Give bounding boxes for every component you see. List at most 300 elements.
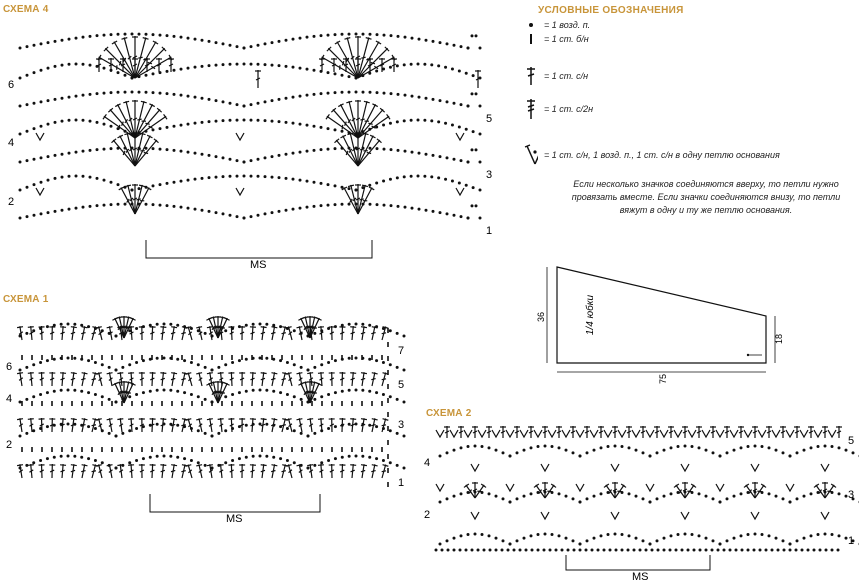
chain-dot xyxy=(361,455,364,458)
chain-dot xyxy=(775,537,778,540)
dc-stitch xyxy=(249,418,256,432)
chain-dot xyxy=(417,63,420,66)
dc-stitch xyxy=(185,418,195,433)
scheme4-repeat-label: MS xyxy=(250,259,267,271)
chain-dot xyxy=(418,152,421,155)
chain-dot xyxy=(396,176,399,179)
chain-dot xyxy=(432,154,435,157)
dc-stitch xyxy=(17,326,25,341)
chain-dot xyxy=(176,456,179,459)
chain-dot xyxy=(537,549,540,552)
chain-dot xyxy=(53,390,56,393)
chain-dot xyxy=(265,323,268,326)
scheme1-row-2: 2 xyxy=(6,439,13,451)
chain-dot xyxy=(101,363,104,366)
chain-dot xyxy=(313,432,316,435)
chain-dot xyxy=(229,102,232,105)
chain-dot xyxy=(25,432,28,435)
chain-dot xyxy=(299,151,302,154)
chain-dot xyxy=(299,179,302,182)
chain-dot xyxy=(368,390,371,393)
chain-dot xyxy=(723,549,726,552)
chain-dot xyxy=(94,459,97,462)
chain-dot xyxy=(444,66,447,69)
chain-dot xyxy=(733,537,736,540)
chain-dot xyxy=(579,549,582,552)
chain-dot xyxy=(519,549,522,552)
chain-dot xyxy=(306,150,309,153)
chain-dot xyxy=(451,180,454,183)
chain-dot xyxy=(334,72,337,75)
chain-dot xyxy=(670,446,673,449)
chain-dot xyxy=(53,358,56,361)
dc-stitch xyxy=(269,464,277,479)
dc-stitch xyxy=(379,418,388,433)
chain-dot xyxy=(810,446,813,449)
dc-stitch xyxy=(286,464,295,479)
chain-dot xyxy=(26,215,29,218)
dc-stitch xyxy=(259,326,267,341)
chain-dot xyxy=(152,72,155,75)
chain-dot xyxy=(369,33,372,36)
v-stitch xyxy=(548,430,556,437)
chain-dot xyxy=(278,64,281,67)
chain-dot xyxy=(236,63,239,66)
chain-dot xyxy=(103,179,106,182)
chain-dot xyxy=(437,64,440,67)
chain-dot xyxy=(642,451,645,454)
chain-dot xyxy=(33,127,36,130)
chain-dot xyxy=(341,186,344,189)
chain-dot xyxy=(75,119,78,122)
chain-dot xyxy=(327,393,330,396)
chain-dot xyxy=(845,449,848,452)
chain-dot xyxy=(194,96,197,99)
chain-dot xyxy=(803,495,806,498)
chain-dot xyxy=(593,495,596,498)
chain-dot xyxy=(293,461,296,464)
dc-stitch xyxy=(39,418,45,432)
chain-dot xyxy=(711,549,714,552)
chain-dot xyxy=(389,122,392,125)
chain-dot xyxy=(320,148,323,151)
chain-dot xyxy=(607,491,610,494)
chain-dot xyxy=(87,391,90,394)
chain-dot xyxy=(472,74,475,77)
dc-stitch xyxy=(320,54,359,80)
dc-stitch xyxy=(259,464,267,479)
v-stitch xyxy=(751,464,759,471)
chain-dot xyxy=(389,429,392,432)
chain-dot xyxy=(238,359,241,362)
chain-dot xyxy=(441,549,444,552)
chain-dot xyxy=(561,549,564,552)
dc-stitch xyxy=(239,326,245,340)
chain-dot xyxy=(726,451,729,454)
chain-dot xyxy=(293,395,296,398)
chain-dot xyxy=(285,209,288,212)
chain-dot xyxy=(163,323,166,326)
chain-dot xyxy=(567,549,570,552)
chain-dot xyxy=(265,389,268,392)
chain-dot xyxy=(327,427,330,430)
chain-dot xyxy=(558,534,561,537)
chain-dot xyxy=(194,122,197,125)
chain-dot xyxy=(649,455,652,458)
chain-dot xyxy=(94,393,97,396)
dc-stitch xyxy=(612,426,618,438)
chain-dot xyxy=(459,549,462,552)
chain-dot xyxy=(292,122,295,125)
chain-dot xyxy=(159,34,162,37)
dc-stitch xyxy=(369,464,378,479)
chain-dot xyxy=(375,391,378,394)
dc-stitch xyxy=(49,372,55,386)
chain-dot xyxy=(68,96,71,99)
chain-dot xyxy=(108,366,111,369)
chain-dot xyxy=(768,446,771,449)
chain-dot xyxy=(194,208,197,211)
dc-stitch xyxy=(149,372,156,386)
chain-dot xyxy=(458,70,461,73)
chain-dot xyxy=(26,186,29,189)
chain-dot xyxy=(145,91,148,94)
chain-dot xyxy=(215,99,218,102)
chain-dot xyxy=(33,102,36,105)
chain-dot xyxy=(307,467,310,470)
chain-dot xyxy=(265,423,268,426)
chain-dot xyxy=(117,71,120,74)
chain-dot xyxy=(467,47,470,50)
chain-dot xyxy=(579,501,582,504)
chain-dot xyxy=(299,95,302,98)
hdc-icon xyxy=(524,98,538,120)
chain-dot xyxy=(803,537,806,540)
dc-stitch xyxy=(228,372,235,386)
chain-dot xyxy=(33,183,36,186)
chain-dot xyxy=(156,389,159,392)
chain-dot xyxy=(444,122,447,125)
chain-dot xyxy=(495,495,498,498)
chain-dot xyxy=(204,398,207,401)
scheme1-row-1: 1 xyxy=(398,477,405,489)
chain-dot xyxy=(523,537,526,540)
chain-dot xyxy=(245,390,248,393)
chain-dot xyxy=(572,497,575,500)
chain-dot xyxy=(39,459,42,462)
chain-dot xyxy=(272,456,275,459)
dc-stitch xyxy=(542,426,548,438)
chain-dot xyxy=(600,492,603,495)
chain-dot xyxy=(159,183,162,186)
chain-dot xyxy=(327,204,330,207)
chain-dot xyxy=(410,63,413,66)
chain-dot xyxy=(152,147,155,150)
chain-dot xyxy=(117,91,120,94)
chain-dot xyxy=(313,181,316,184)
chain-dot xyxy=(159,127,162,130)
chain-dot xyxy=(403,435,406,438)
chain-dot xyxy=(628,534,631,537)
chain-dot xyxy=(278,40,281,43)
chain-dot xyxy=(54,98,57,101)
width-label: 75 xyxy=(658,373,668,385)
scheme2-diagram xyxy=(420,420,859,583)
chain-dot xyxy=(782,539,785,542)
dc-stitch xyxy=(39,372,45,386)
scheme4-row-5: 5 xyxy=(486,113,493,125)
chain-dot xyxy=(115,467,118,470)
chain-dot xyxy=(471,34,474,37)
dc-stitch xyxy=(349,464,356,478)
chain-dot xyxy=(243,175,246,178)
chain-dot xyxy=(423,119,426,122)
chain-dot xyxy=(488,492,491,495)
chain-dot xyxy=(208,154,211,157)
chain-dot xyxy=(135,427,138,430)
chain-dot xyxy=(657,549,660,552)
chain-dot xyxy=(80,456,83,459)
dc-stitch xyxy=(139,418,145,432)
chain-dot xyxy=(89,120,92,123)
v-stitch xyxy=(751,512,759,519)
chain-dot xyxy=(747,549,750,552)
chain-dot xyxy=(368,456,371,459)
chain-dot xyxy=(479,133,482,136)
chain-dot xyxy=(149,324,152,327)
v-stitch xyxy=(688,430,696,437)
chain-dot xyxy=(591,549,594,552)
chain-dot xyxy=(348,423,351,426)
dc-stitch xyxy=(318,326,325,340)
chain-dot xyxy=(451,68,454,71)
chain-dot xyxy=(495,549,498,552)
chain-dot xyxy=(180,150,183,153)
chain-dot xyxy=(278,120,281,123)
chain-dot xyxy=(313,332,316,335)
chain-dot xyxy=(173,125,176,128)
chain-dot xyxy=(222,175,225,178)
scheme1-row-4: 4 xyxy=(6,393,13,405)
legend-title: УСЛОВНЫЕ ОБОЗНАЧЕНИЯ xyxy=(538,5,684,16)
chain-dot xyxy=(698,492,701,495)
chain-dot xyxy=(128,461,131,464)
dc-stitch xyxy=(514,426,520,438)
chain-dot xyxy=(425,39,428,42)
chain-dot xyxy=(159,148,162,151)
chain-dot xyxy=(383,204,386,207)
chain-dot xyxy=(201,65,204,68)
chain-dot xyxy=(215,211,218,214)
chain-dot xyxy=(75,63,78,66)
chain-dot xyxy=(649,543,652,546)
chain-dot xyxy=(82,175,85,178)
v-stitch xyxy=(590,430,598,437)
chain-dot xyxy=(264,119,267,122)
chain-dot xyxy=(47,99,50,102)
dc-stitch xyxy=(696,426,702,438)
chain-dot xyxy=(796,451,799,454)
chain-dot xyxy=(108,432,111,435)
chain-dot xyxy=(61,209,64,212)
chain-dot xyxy=(201,97,204,100)
chain-dot xyxy=(327,459,330,462)
chain-dot xyxy=(753,549,756,552)
chain-dot xyxy=(530,446,533,449)
v-stitch xyxy=(828,430,836,437)
chain-dot xyxy=(306,124,309,127)
chain-dot xyxy=(110,203,113,206)
dc-stitch xyxy=(738,426,744,438)
chain-dot xyxy=(229,119,232,122)
chain-dot xyxy=(101,395,104,398)
chain-dot xyxy=(152,128,155,131)
chain-dot xyxy=(293,429,296,432)
chain-dot xyxy=(705,537,708,540)
chain-dot xyxy=(355,33,358,36)
dc-stitch xyxy=(17,372,25,387)
chain-dot xyxy=(25,332,28,335)
chain-dot xyxy=(25,398,28,401)
v-stitch xyxy=(611,512,619,519)
chain-dot xyxy=(439,501,442,504)
chain-dot xyxy=(831,549,834,552)
chain-dot xyxy=(607,445,610,448)
dc-stitch xyxy=(169,464,177,479)
dc-stitch xyxy=(269,418,277,433)
chain-dot xyxy=(465,128,468,131)
chain-dot xyxy=(403,335,406,338)
chain-dot xyxy=(60,455,63,458)
legend-item-sc: = 1 ст. б/н xyxy=(524,33,589,45)
chain-dot xyxy=(54,210,57,213)
chain-dot xyxy=(586,451,589,454)
v-stitch xyxy=(646,430,654,437)
chain-dot xyxy=(597,549,600,552)
chain-dot xyxy=(327,148,330,151)
chain-dot xyxy=(82,94,85,97)
chain-dot xyxy=(166,70,169,73)
chain-dot xyxy=(89,35,92,38)
v-stitch xyxy=(534,430,542,437)
chain-dot xyxy=(19,161,22,164)
chain-dot xyxy=(361,323,364,326)
scheme2-title: СХЕМА 2 xyxy=(426,408,472,419)
chain-dot xyxy=(278,154,281,157)
chain-dot xyxy=(250,45,253,48)
chain-dot xyxy=(245,456,248,459)
chain-dot xyxy=(327,34,330,37)
chain-dot xyxy=(293,363,296,366)
chain-dot xyxy=(614,533,617,536)
chain-dot xyxy=(403,467,406,470)
v-stitch xyxy=(674,430,682,437)
dc-stitch xyxy=(149,326,156,340)
chain-dot xyxy=(180,36,183,39)
chain-dot xyxy=(40,100,43,103)
dc-stitch xyxy=(159,372,166,387)
chain-dot xyxy=(382,124,385,127)
chain-dot xyxy=(675,549,678,552)
chain-dot xyxy=(89,93,92,96)
chain-dot xyxy=(628,492,631,495)
chain-dot xyxy=(243,217,246,220)
chain-dot xyxy=(47,123,50,126)
chain-dot xyxy=(502,539,505,542)
chain-dot xyxy=(789,543,792,546)
chain-dot xyxy=(163,357,166,360)
chain-dot xyxy=(307,435,310,438)
chain-dot xyxy=(549,549,552,552)
dc-stitch xyxy=(640,426,646,438)
chain-dot xyxy=(215,176,218,179)
chain-dot xyxy=(285,153,288,156)
chain-dot xyxy=(231,459,234,462)
chain-dot xyxy=(551,533,554,536)
chain-dot xyxy=(190,459,193,462)
chain-dot xyxy=(404,150,407,153)
chain-dot xyxy=(313,69,316,72)
chain-dot xyxy=(222,42,225,45)
chain-dot xyxy=(460,492,463,495)
chain-dot xyxy=(813,549,816,552)
dc-stitch xyxy=(96,372,105,387)
chain-dot xyxy=(110,147,113,150)
v-stitch xyxy=(772,430,780,437)
dot-icon xyxy=(524,22,538,28)
chain-dot xyxy=(810,492,813,495)
chain-dot xyxy=(53,456,56,459)
chain-dot xyxy=(558,446,561,449)
chain-dot xyxy=(348,91,351,94)
chain-dot xyxy=(621,445,624,448)
chain-dot xyxy=(156,323,159,326)
chain-dot xyxy=(460,446,463,449)
dc-stitch xyxy=(59,372,66,386)
chain-dot xyxy=(376,203,379,206)
chain-dot xyxy=(197,429,200,432)
chain-dot xyxy=(208,176,211,179)
dc-stitch xyxy=(49,464,55,478)
chain-dot xyxy=(817,491,820,494)
chain-dot xyxy=(573,549,576,552)
dc-stitch xyxy=(17,418,25,433)
skirt-pattern-diagram xyxy=(530,255,790,385)
chain-dot xyxy=(47,179,50,182)
scheme2-row-3: 3 xyxy=(848,489,855,501)
chain-dot xyxy=(501,549,504,552)
chain-dot xyxy=(149,456,152,459)
chain-dot xyxy=(439,455,442,458)
chain-dot xyxy=(67,323,70,326)
v-stitch xyxy=(821,464,829,471)
chain-dot xyxy=(40,125,43,128)
chain-dot xyxy=(355,357,358,360)
chain-dot xyxy=(187,95,190,98)
chain-dot xyxy=(39,393,42,396)
chain-dot xyxy=(383,92,386,95)
chain-dot xyxy=(46,391,49,394)
chain-dot xyxy=(824,533,827,536)
chain-dot xyxy=(292,152,295,155)
chain-dot xyxy=(417,175,420,178)
chain-dot xyxy=(677,445,680,448)
chain-dot xyxy=(19,217,22,220)
chain-dot xyxy=(257,158,260,161)
chain-dot xyxy=(740,446,743,449)
chain-dot xyxy=(717,549,720,552)
chain-dot xyxy=(236,159,239,162)
